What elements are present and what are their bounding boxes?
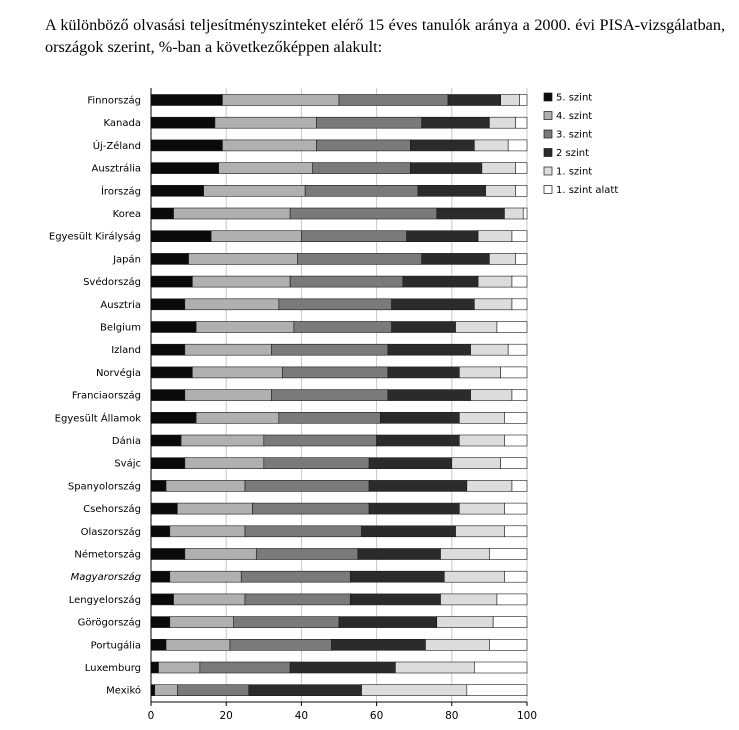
- bar-segment: [489, 639, 527, 650]
- bar-segment: [192, 367, 282, 378]
- bar-segment: [290, 208, 437, 219]
- bar-segment: [305, 185, 418, 196]
- bar-segment: [489, 253, 515, 264]
- bar-segment: [504, 435, 527, 446]
- category-label: Svédország: [83, 277, 141, 289]
- bar-segment: [241, 571, 350, 582]
- bar-segment: [362, 685, 467, 696]
- bar-segment: [189, 253, 298, 264]
- bar-segment: [493, 617, 527, 628]
- bar-segment: [362, 526, 456, 537]
- x-tick-label: 100: [516, 710, 538, 722]
- bar-segment: [181, 435, 264, 446]
- bar-segment: [200, 662, 290, 673]
- bar-segment: [350, 594, 440, 605]
- intro-text: A különböző olvasási teljesítményszinteket elérő 15 éves tanulók aránya a 2000. évi PISA-vizsgálatban, országok szerint, %-ban a következőképpen alakult:: [45, 16, 725, 56]
- legend-label: 1. szint: [556, 166, 593, 178]
- bar-segment: [271, 390, 388, 401]
- category-label: Luxemburg: [84, 663, 141, 674]
- category-label: Dánia: [111, 436, 141, 447]
- legend-swatch: [544, 149, 552, 157]
- x-tick-label: 60: [369, 710, 384, 722]
- x-tick-label: 0: [147, 710, 155, 722]
- bar-segment: [151, 344, 185, 355]
- bar-segment: [151, 685, 155, 696]
- category-label: Portugália: [90, 640, 141, 652]
- bar-segment: [290, 276, 403, 287]
- category-label: Belgium: [100, 322, 141, 334]
- bar-segment: [489, 549, 527, 560]
- bar-segment: [151, 163, 219, 174]
- bar-segment: [151, 617, 170, 628]
- legend-swatch: [544, 112, 552, 120]
- bar-segment: [166, 639, 230, 650]
- bar-segment: [151, 253, 189, 264]
- bar-segment: [151, 458, 185, 469]
- bar-segment: [369, 458, 452, 469]
- bar-segment: [151, 185, 204, 196]
- bar-segment: [504, 412, 527, 423]
- bar-segment: [177, 503, 252, 514]
- legend-swatch: [544, 167, 552, 175]
- bar-segment: [283, 367, 388, 378]
- category-label: Japán: [113, 254, 141, 266]
- bar-segment: [422, 253, 490, 264]
- bar-segment: [196, 322, 294, 333]
- bar-segment: [151, 299, 185, 310]
- bar-segment: [392, 322, 456, 333]
- bar-segment: [155, 685, 178, 696]
- category-label: Izland: [111, 345, 141, 357]
- bar-segment: [410, 163, 481, 174]
- bar-segment: [279, 412, 381, 423]
- bar-segment: [478, 276, 512, 287]
- bar-segment: [478, 231, 512, 242]
- bar-segment: [290, 662, 395, 673]
- bar-segment: [516, 185, 527, 196]
- category-label: Korea: [112, 209, 141, 220]
- category-label: Franciaország: [71, 390, 141, 402]
- bar-segment: [448, 95, 501, 106]
- bar-segment: [504, 571, 527, 582]
- bar-segment: [204, 185, 306, 196]
- bar-segment: [474, 299, 512, 310]
- bar-segment: [519, 95, 527, 106]
- category-label: Mexikó: [106, 685, 141, 697]
- category-label: Lengyelország: [68, 594, 141, 606]
- bar-segment: [245, 526, 362, 537]
- bar-segment: [185, 549, 256, 560]
- bar-segment: [467, 685, 527, 696]
- bar-segment: [185, 390, 271, 401]
- bar-segment: [151, 549, 185, 560]
- category-label: Norvégia: [95, 367, 141, 379]
- bar-segment: [504, 526, 527, 537]
- bar-segment: [211, 231, 301, 242]
- bar-segment: [301, 231, 406, 242]
- bar-segment: [185, 299, 279, 310]
- bar-segment: [441, 594, 497, 605]
- bar-segment: [388, 390, 471, 401]
- bar-segment: [471, 344, 509, 355]
- bar-segment: [444, 571, 504, 582]
- bar-segment: [249, 685, 362, 696]
- bar-segment: [230, 639, 332, 650]
- bar-segment: [403, 276, 478, 287]
- bar-segment: [271, 344, 388, 355]
- bar-segment: [222, 140, 316, 151]
- bar-segment: [151, 526, 170, 537]
- bar-segment: [501, 95, 520, 106]
- bar-segment: [192, 276, 290, 287]
- legend-label: 4. szint: [556, 111, 593, 122]
- bar-segment: [151, 367, 192, 378]
- category-label: Olaszország: [80, 526, 141, 538]
- bar-segment: [316, 140, 410, 151]
- category-label: Németország: [74, 549, 141, 561]
- bar-segment: [501, 367, 527, 378]
- category-label: Svájc: [114, 458, 141, 470]
- legend-swatch: [544, 93, 552, 101]
- bar-segment: [166, 480, 245, 491]
- bar-segment: [358, 549, 441, 560]
- bar-segment: [456, 322, 497, 333]
- x-tick-label: 20: [219, 710, 233, 722]
- bar-segment: [516, 117, 527, 128]
- bar-segment: [425, 639, 489, 650]
- bar-segment: [459, 435, 504, 446]
- category-label: Ausztrália: [91, 163, 141, 175]
- bar-segment: [316, 117, 421, 128]
- category-label: Új-Zéland: [92, 140, 141, 152]
- legend-swatch: [544, 130, 552, 138]
- bar-segment: [170, 571, 241, 582]
- bar-segment: [151, 276, 192, 287]
- bar-segment: [407, 231, 478, 242]
- bar-segment: [482, 163, 516, 174]
- bar-segment: [234, 617, 339, 628]
- category-label: Csehország: [83, 504, 141, 516]
- bar-segment: [388, 367, 459, 378]
- bar-segment: [151, 503, 177, 514]
- bar-segment: [245, 594, 350, 605]
- bar-segment: [151, 117, 215, 128]
- bar-segment: [508, 140, 527, 151]
- bar-segment: [151, 95, 222, 106]
- bar-segment: [151, 412, 196, 423]
- bar-segment: [388, 344, 471, 355]
- legend-label: 3. szint: [556, 129, 593, 141]
- bar-segment: [512, 299, 527, 310]
- category-label: Egyesült Királyság: [48, 231, 141, 243]
- bar-segment: [516, 163, 527, 174]
- bar-segment: [422, 117, 490, 128]
- bar-segment: [369, 503, 459, 514]
- bar-segment: [196, 412, 279, 423]
- bar-segment: [185, 344, 271, 355]
- legend-label: 1. szint alatt: [556, 185, 619, 196]
- bar-segment: [516, 253, 527, 264]
- bar-segment: [350, 571, 444, 582]
- x-tick-label: 40: [294, 710, 309, 722]
- bar-segment: [151, 140, 222, 151]
- legend-label: 2 szint: [556, 148, 590, 159]
- bars: [151, 95, 527, 696]
- bar-segment: [313, 163, 411, 174]
- bar-segment: [331, 639, 425, 650]
- bar-segment: [264, 435, 377, 446]
- bar-segment: [279, 299, 392, 310]
- legend-label: 5. szint: [556, 92, 593, 104]
- category-label: Finnország: [87, 95, 141, 107]
- bar-segment: [380, 412, 459, 423]
- bar-segment: [437, 617, 493, 628]
- bar-segment: [504, 503, 527, 514]
- bar-segment: [222, 95, 339, 106]
- bar-segment: [174, 208, 291, 219]
- bar-segment: [170, 526, 245, 537]
- bar-segment: [185, 458, 264, 469]
- bar-segment: [441, 549, 490, 560]
- bar-segment: [264, 458, 369, 469]
- category-label: Görögország: [77, 617, 141, 629]
- bar-segment: [523, 208, 527, 219]
- category-label: Egyesült Államok: [54, 413, 141, 425]
- bar-segment: [512, 276, 527, 287]
- category-labels: [49, 95, 141, 697]
- bar-segment: [456, 526, 505, 537]
- bar-segment: [512, 231, 527, 242]
- bar-segment: [151, 435, 181, 446]
- bar-segment: [504, 208, 523, 219]
- bar-segment: [392, 299, 475, 310]
- bar-segment: [459, 503, 504, 514]
- bar-segment: [174, 594, 245, 605]
- bar-segment: [395, 662, 474, 673]
- bar-segment: [497, 594, 527, 605]
- bar-segment: [215, 117, 317, 128]
- bar-segment: [170, 617, 234, 628]
- category-label: Magyarország: [70, 572, 141, 584]
- bar-segment: [512, 390, 527, 401]
- legend: [544, 93, 618, 197]
- bar-segment: [369, 480, 467, 491]
- bar-segment: [256, 549, 358, 560]
- bar-segment: [159, 662, 200, 673]
- bar-segment: [512, 480, 527, 491]
- bar-segment: [339, 617, 437, 628]
- bar-segment: [452, 458, 501, 469]
- bar-segment: [501, 458, 527, 469]
- bar-segment: [459, 367, 500, 378]
- bar-segment: [151, 390, 185, 401]
- category-label: Ausztria: [100, 299, 141, 311]
- bar-segment: [508, 344, 527, 355]
- bar-segment: [497, 322, 527, 333]
- bar-segment: [151, 639, 166, 650]
- bar-segment: [219, 163, 313, 174]
- bar-segment: [298, 253, 422, 264]
- bar-segment: [459, 412, 504, 423]
- bar-segment: [474, 140, 508, 151]
- bar-segment: [151, 322, 196, 333]
- legend-swatch: [544, 186, 552, 194]
- bar-segment: [151, 480, 166, 491]
- bar-segment: [151, 594, 174, 605]
- category-label: Írország: [100, 186, 141, 198]
- bar-segment: [339, 95, 448, 106]
- bar-segment: [253, 503, 370, 514]
- bar-segment: [151, 231, 211, 242]
- bar-segment: [151, 571, 170, 582]
- bar-segment: [151, 208, 174, 219]
- bar-segment: [151, 662, 159, 673]
- category-label: Kanada: [103, 118, 141, 130]
- bar-segment: [177, 685, 248, 696]
- bar-segment: [418, 185, 486, 196]
- bar-segment: [471, 390, 512, 401]
- bar-segment: [437, 208, 505, 219]
- bar-segment: [245, 480, 369, 491]
- x-tick-label: 80: [445, 710, 459, 722]
- bar-segment: [377, 435, 460, 446]
- bar-segment: [410, 140, 474, 151]
- bar-segment: [474, 662, 527, 673]
- bar-segment: [489, 117, 515, 128]
- bar-segment: [486, 185, 516, 196]
- category-label: Spanyolország: [67, 481, 141, 493]
- bar-segment: [467, 480, 512, 491]
- bar-segment: [294, 322, 392, 333]
